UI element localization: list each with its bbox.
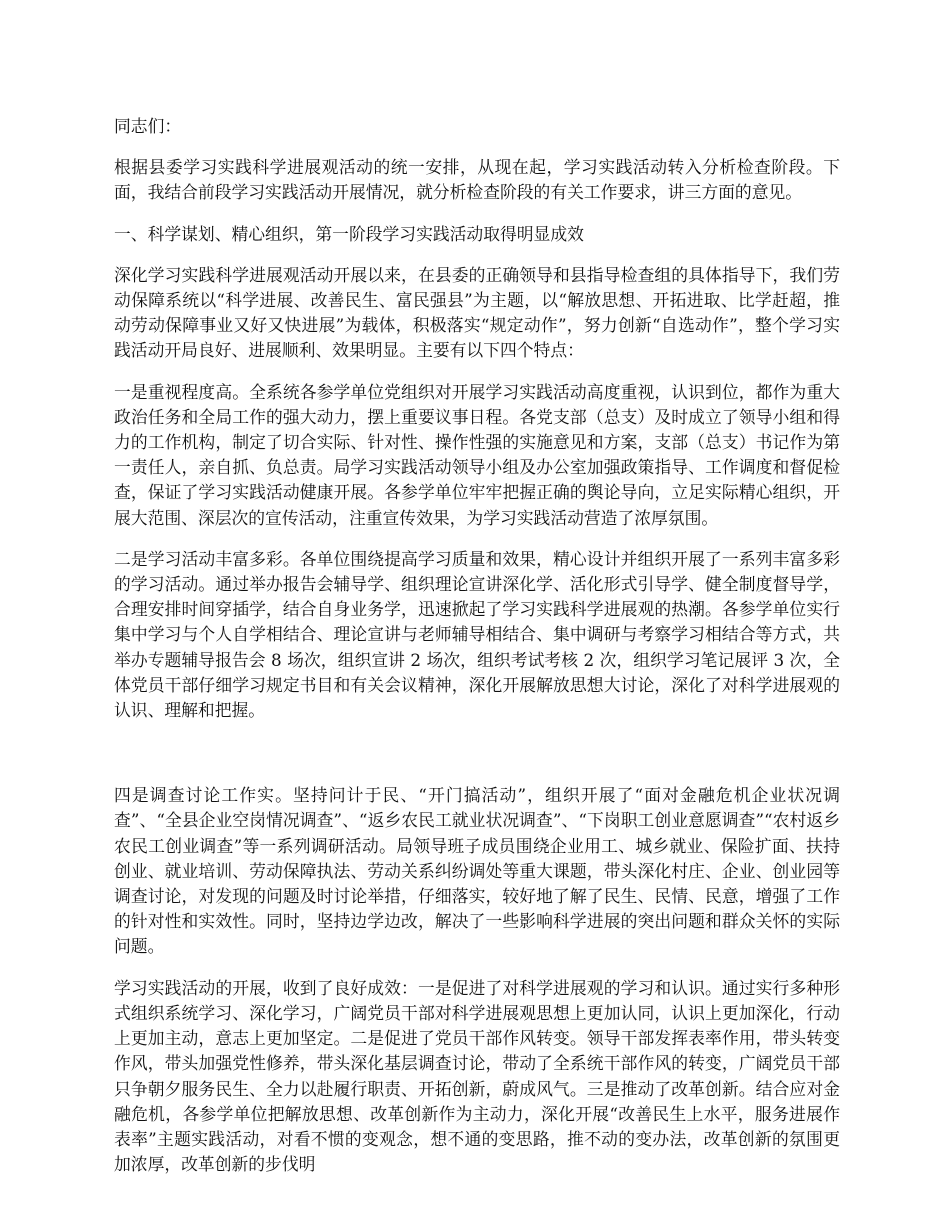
results-paragraph: 学习实践活动的开展，收到了良好成效：一是促进了对科学进展观的学习和认识。通过实行多种形式组织系统学习、深化学习，广阔党员干部对科学进展观思想上更加认同，认识上更加深化，行动上更加主动，意志上更加坚定。二是促进了党员干部作风转变。领导干部发挥表率作用，带头转变作风，带头加强党性修养，带头深化基层调查讨论，带动了全系统干部作风的转变，广阔党员干部只争朝夕服务民生、全力以赴履行职责、开拓创新，蔚成风气。三是推动了改革创新。结合应对金融危机，各参学单位把解放思想、改革创新作为主动力，深化开展“改善民生上水平，服务进展作表率”主题实践活动，对看不惯的变观念，想不通的变思路，推不动的变办法，改革创新的氛围更加浓厚，改革创新的步伐明 bbox=[114, 977, 840, 1175]
document-page bbox=[114, 114, 840, 1193]
section-heading: 一、科学谋划、精心组织，第一阶段学习实践活动取得明显成效 bbox=[114, 223, 584, 244]
page-gap bbox=[114, 739, 840, 783]
point-four-paragraph: 四是调查讨论工作实。坚持问计于民、“开门搞活动”，组织开展了“面对金融危机企业状况调查”、“全县企业空岗情况调查”、“返乡农民工就业状况调查”、“下岗职工创业意愿调查”“农村返乡农民工创业调查”等一系列调研活动。局领导班子成员围绕企业用工、城乡就业、保险扩面、扶持创业、就业培训、劳动保障执法、劳动关系纠纷调处等重大课题，带头深化村庄、企业、创业园等调查讨论，对发现的问题及时讨论举措，仔细落实，较好地了解了民生、民情、民意，增强了工作的针对性和实效性。同时，坚持边学边改，解决了一些影响科学进展的突出问题和群众关怀的实际问题。 bbox=[114, 785, 840, 957]
point-one-paragraph: 一是重视程度高。全系统各参学单位党组织对开展学习实践活动高度重视，认识到位，都作为重大政治任务和全局工作的强大动力，摆上重要议事日程。各党支部（总支）及时成立了领导小组和得力的工作机构，制定了切合实际、针对性、操作性强的实施意见和方案，支部（总支）书记作为第一责任人，亲自抓、负总责。局学习实践活动领导小组及办公室加强政策指导、工作调度和督促检查，保证了学习实践活动健康开展。各参学单位牢牢把握正确的舆论导向，立足实际精心组织，开展大范围、深层次的宣传活动，注重宣传效果，为学习实践活动营造了浓厚氛围。 bbox=[114, 381, 840, 528]
greeting: 同志们： bbox=[114, 116, 182, 136]
intro-paragraph: 根据县委学习实践科学进展观活动的统一安排，从现在起，学习实践活动转入分析检查阶段。下面，我结合前段学习实践活动开展情况，就分析检查阶段的有关工作要求，讲三方面的意见。 bbox=[114, 157, 840, 203]
overview-paragraph: 深化学习实践科学进展观活动开展以来，在县委的正确领导和县指导检查组的具体指导下，我们劳动保障系统以“科学进展、改善民生、富民强县”为主题，以“解放思想、开拓进取、比学赶超，推动劳动保障事业又好又快进展”为载体，积极落实“规定动作”，努力创新“自选动作”，整个学习实践活动开局良好、进展顺利、效果明显。主要有以下四个特点： bbox=[114, 264, 840, 361]
point-two-paragraph: 二是学习活动丰富多彩。各单位围绕提高学习质量和效果，精心设计并组织开展了一系列丰富多彩的学习活动。通过举办报告会辅导学、组织理论宣讲深化学、活化形式引导学、健全制度督导学，合理安排时间穿插学，结合自身业务学，迅速掀起了学习实践科学进展观的热潮。各参学单位实行集中学习与个人自学相结合、理论宣讲与老师辅导相结合、集中调研与考察学习相结合等方式，共举办专题辅导报告会 8 场次，组织宣讲 2 场次，组织考试考核 2 次，组织学习笔记展评 3 次，全体党员干部仔细学习规定书目和有关会议精神，深化开展解放思想大讨论，深化了对科学进展观的认识、理解和把握。 bbox=[114, 548, 840, 721]
